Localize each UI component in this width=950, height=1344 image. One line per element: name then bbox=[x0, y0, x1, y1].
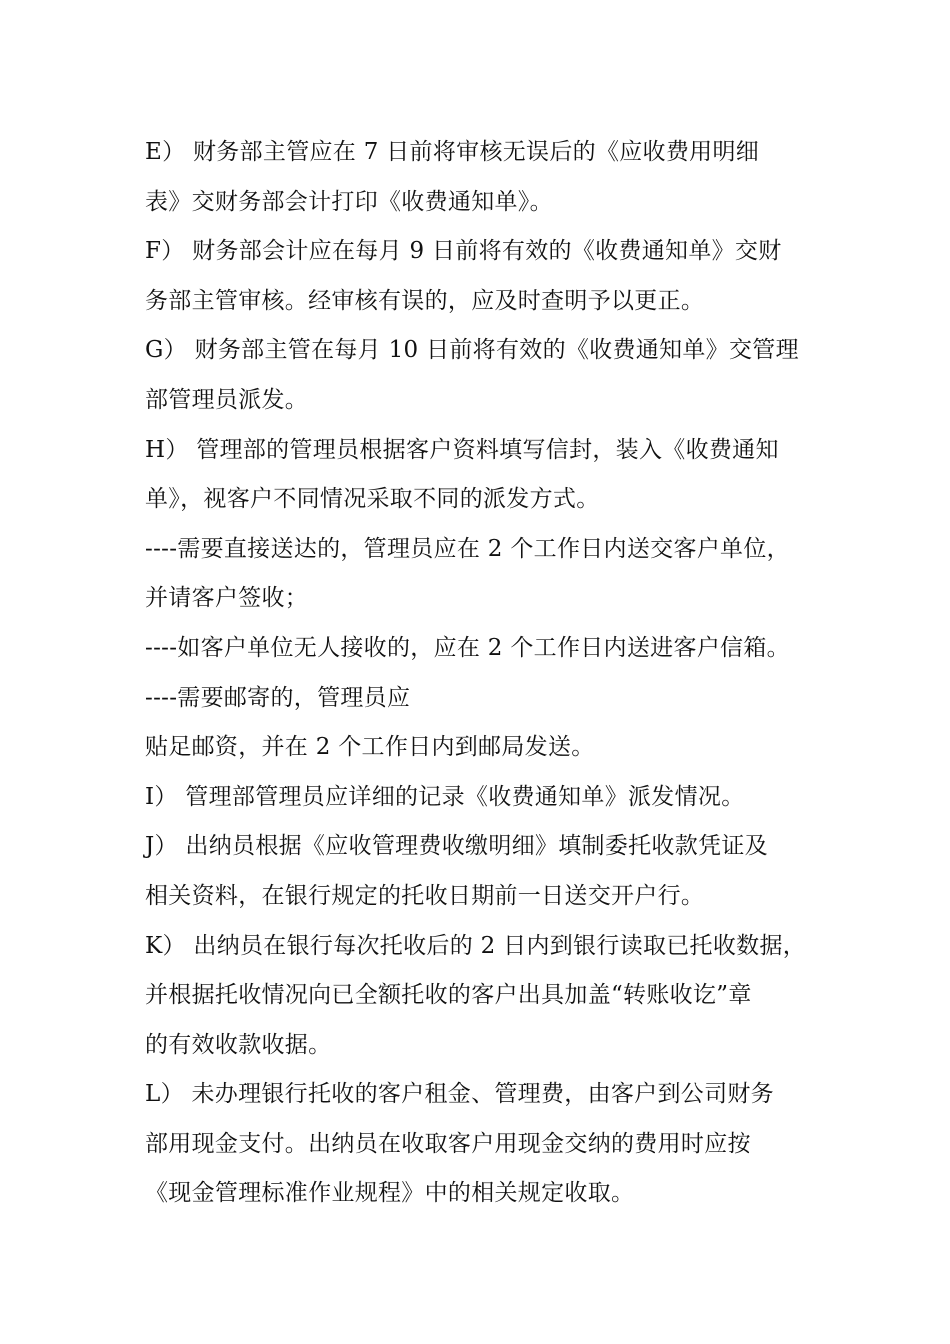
text-line: G） 财务部主管在每月 10 日前将有效的《收费通知单》交管理 bbox=[145, 337, 799, 364]
text-line: ----需要直接送达的，管理员应在 2 个工作日内送交客户单位， bbox=[145, 535, 790, 562]
text-line: 单》，视客户不同情况采取不同的派发方式。 bbox=[145, 486, 600, 513]
text-line: E） 财务部主管应在 7 日前将审核无误后的《应收费用明细 bbox=[145, 139, 760, 165]
text-line: 《现金管理标准作业规程》中的相关规定收取。 bbox=[145, 1180, 635, 1207]
text-line: F） 财务部会计应在每月 9 日前将有效的《收费通知单》交财 bbox=[145, 238, 782, 265]
text-line: I） 管理部管理员应详细的记录《收费通知单》派发情况。 bbox=[145, 783, 745, 810]
text-line: 部用现金支付。出纳员在收取客户用现金交纳的费用时应按 bbox=[145, 1130, 751, 1157]
text-line: 的有效收款收据。 bbox=[145, 1031, 332, 1058]
text-line: 务部主管审核。经审核有误的，应及时查明予以更正。 bbox=[145, 287, 705, 314]
text-line: L） 未办理银行托收的客户租金、管理费，由客户到公司财务 bbox=[145, 1081, 774, 1108]
text-line: J） 出纳员根据《应收管理费收缴明细》填制委托收款凭证及 bbox=[145, 833, 768, 860]
text-line: ----需要邮寄的，管理员应 bbox=[145, 684, 411, 711]
document-body bbox=[145, 128, 825, 1219]
text-line: 贴足邮资，并在 2 个工作日内到邮局发送。 bbox=[145, 734, 595, 761]
text-line: H） 管理部的管理员根据客户资料填写信封，装入《收费通知 bbox=[145, 436, 779, 463]
text-line: 表》交财务部会计打印《收费通知单》。 bbox=[145, 188, 553, 215]
text-line: 部管理员派发。 bbox=[145, 386, 309, 413]
text-line: 并根据托收情况向已全额托收的客户出具加盖“转账收讫”章 bbox=[145, 982, 752, 1009]
text-line: 相关资料，在银行规定的托收日期前一日送交开户行。 bbox=[145, 882, 705, 909]
text-line: K） 出纳员在银行每次托收后的 2 日内到银行读取已托收数据， bbox=[145, 932, 807, 959]
text-line: ----如客户单位无人接收的，应在 2 个工作日内送进客户信箱。 bbox=[145, 634, 790, 661]
text-line: 并请客户签收； bbox=[145, 585, 309, 612]
